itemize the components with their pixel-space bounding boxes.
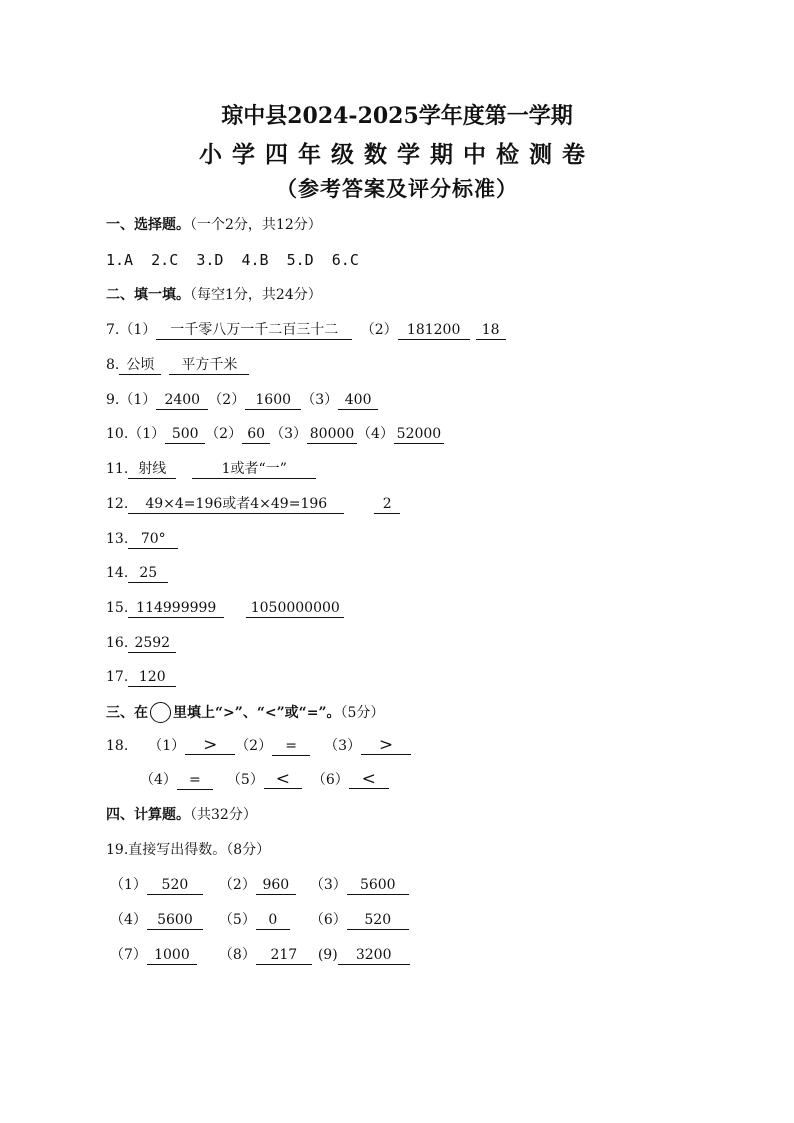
section-2-note: （每空1分，共24分） (190, 287, 322, 303)
q18-4-label: （4） (140, 772, 177, 788)
q9-answer3: 400 (338, 392, 378, 410)
q18-6-answer: < (349, 771, 389, 789)
question-10 (106, 424, 444, 444)
answer-3: 3.D (196, 251, 224, 269)
q7-part1-label: （1） (119, 322, 157, 338)
q7-answer3: 18 (476, 322, 506, 340)
q9-answer1: 2400 (156, 392, 208, 410)
section-1-label: 一、选择题。 (106, 217, 190, 233)
section-1-heading (106, 215, 322, 235)
question-15 (106, 598, 344, 618)
q19-1-answer: 520 (147, 877, 203, 895)
q11-answer2: 1或者“一” (192, 461, 316, 479)
q18-1-label: （1） (148, 738, 186, 754)
answers-1-6 (106, 250, 359, 270)
q8-answer2: 平方千米 (169, 357, 249, 375)
question-12 (106, 494, 400, 514)
q10-answer2: 60 (242, 426, 270, 444)
section-3-post: 里填上“>”、“<”或“=”。 (173, 705, 341, 721)
section-4-note: （共32分） (190, 807, 257, 823)
q19-8-answer: 217 (256, 947, 312, 965)
q17-number: 17. (106, 669, 129, 685)
q19-9-label: (9) (317, 947, 338, 963)
q7-number: 7. (106, 322, 120, 338)
q19-4-answer: 5600 (147, 912, 203, 930)
q13-number: 13. (106, 531, 129, 547)
q10-number: 10. (106, 426, 129, 442)
section-2-heading (106, 285, 322, 305)
question-19-row2 (110, 910, 409, 930)
q10-answer3: 80000 (307, 426, 357, 444)
q9-number: 9. (106, 392, 120, 408)
q12-answer1: 49×4=196或者4×49=196 (128, 496, 344, 514)
q8-answer1: 公顷 (119, 357, 161, 375)
section-2-label: 二、填一填。 (106, 287, 190, 303)
circle-blank-icon (150, 702, 171, 723)
section-1-note: （一个2分，共12分） (190, 217, 322, 233)
q19-8-label: （8） (218, 947, 256, 963)
question-8 (106, 355, 249, 375)
exam-title-line3: （参考答案及评分标准） (276, 176, 518, 201)
q10-answer4: 52000 (394, 426, 444, 444)
question-18-row2 (140, 770, 389, 790)
q19-2-label: （2） (218, 877, 256, 893)
section-3-note: （5分） (340, 705, 385, 721)
question-19-row3 (110, 945, 410, 965)
q9-part1-label: （1） (119, 392, 157, 408)
q19-2-answer: 960 (256, 877, 296, 895)
q11-answer1: 射线 (128, 461, 176, 479)
q10-part4-label: （4） (357, 426, 394, 442)
question-19-heading: 19.直接写出得数。（8分） (106, 842, 271, 858)
section-4-heading (106, 805, 257, 825)
q7-answer1: 一千零八万一千二百三十二 (156, 322, 352, 340)
section-3-pre: 三、在 (106, 705, 148, 721)
answer-2: 2.C (151, 251, 179, 269)
q19-3-answer: 5600 (347, 877, 409, 895)
question-18-row1 (106, 736, 411, 756)
answer-1: 1.A (106, 251, 134, 269)
answer-6: 6.C (331, 251, 359, 269)
q13-answer1: 70° (128, 531, 178, 549)
q8-number: 8. (106, 357, 120, 373)
q7-part2-label: （2） (360, 322, 398, 338)
q19-9-answer: 3200 (338, 947, 410, 965)
q18-6-label: （6） (311, 772, 349, 788)
q19-6-label: （6） (309, 912, 347, 928)
question-17 (106, 667, 176, 687)
section-4-label: 四、计算题。 (106, 807, 190, 823)
q19-5-answer: 0 (256, 912, 290, 930)
q16-number: 16. (106, 635, 129, 651)
q19-6-answer: 520 (347, 912, 409, 930)
question-19-row1 (110, 875, 409, 895)
q14-answer1: 25 (128, 565, 168, 583)
q19-4-label: （4） (110, 912, 147, 928)
question-11 (106, 459, 316, 479)
answer-4: 4.B (241, 251, 269, 269)
q19-5-label: （5） (218, 912, 256, 928)
q19-7-answer: 1000 (147, 947, 197, 965)
q19-7-label: （7） (110, 947, 147, 963)
q11-number: 11. (106, 461, 129, 477)
question-13 (106, 529, 178, 549)
exam-title-line1: 琼中县2024-2025学年度第一学期 (221, 103, 573, 129)
q12-number: 12. (106, 496, 129, 512)
q9-part2-label: （2） (208, 392, 246, 408)
q18-3-label: （3） (324, 738, 362, 754)
q10-part3-label: （3） (270, 426, 308, 442)
q14-number: 14. (106, 565, 129, 581)
q18-3-answer: > (361, 737, 411, 755)
q18-1-answer: > (185, 737, 235, 755)
q9-answer2: 1600 (245, 392, 301, 410)
q18-2-answer: = (272, 738, 310, 756)
q15-number: 15. (106, 600, 129, 616)
q9-part3-label: （3） (301, 392, 339, 408)
q10-answer1: 500 (165, 426, 205, 444)
q18-5-label: （5） (226, 772, 264, 788)
q10-part1-label: （1） (128, 426, 166, 442)
q10-part2-label: （2） (205, 426, 243, 442)
q18-4-answer: = (177, 772, 213, 790)
q18-2-label: （2） (235, 738, 273, 754)
q15-answer2: 1050000000 (246, 600, 344, 618)
question-16 (106, 633, 176, 653)
section-3-heading (106, 702, 384, 723)
question-9 (106, 390, 378, 410)
q19-3-label: （3） (309, 877, 347, 893)
q18-5-answer: < (264, 771, 302, 789)
q16-answer1: 2592 (128, 635, 176, 653)
q17-answer1: 120 (128, 669, 176, 687)
q18-number: 18. (106, 738, 129, 754)
question-14 (106, 563, 168, 583)
q7-answer2: 181200 (398, 322, 470, 340)
q12-answer2: 2 (374, 496, 400, 514)
q15-answer1: 114999999 (128, 600, 224, 618)
q19-1-label: （1） (110, 877, 147, 893)
answer-5: 5.D (286, 251, 314, 269)
exam-title-line2: 小学四年级数学期中检测卷 (199, 141, 595, 168)
question-7 (106, 320, 506, 340)
